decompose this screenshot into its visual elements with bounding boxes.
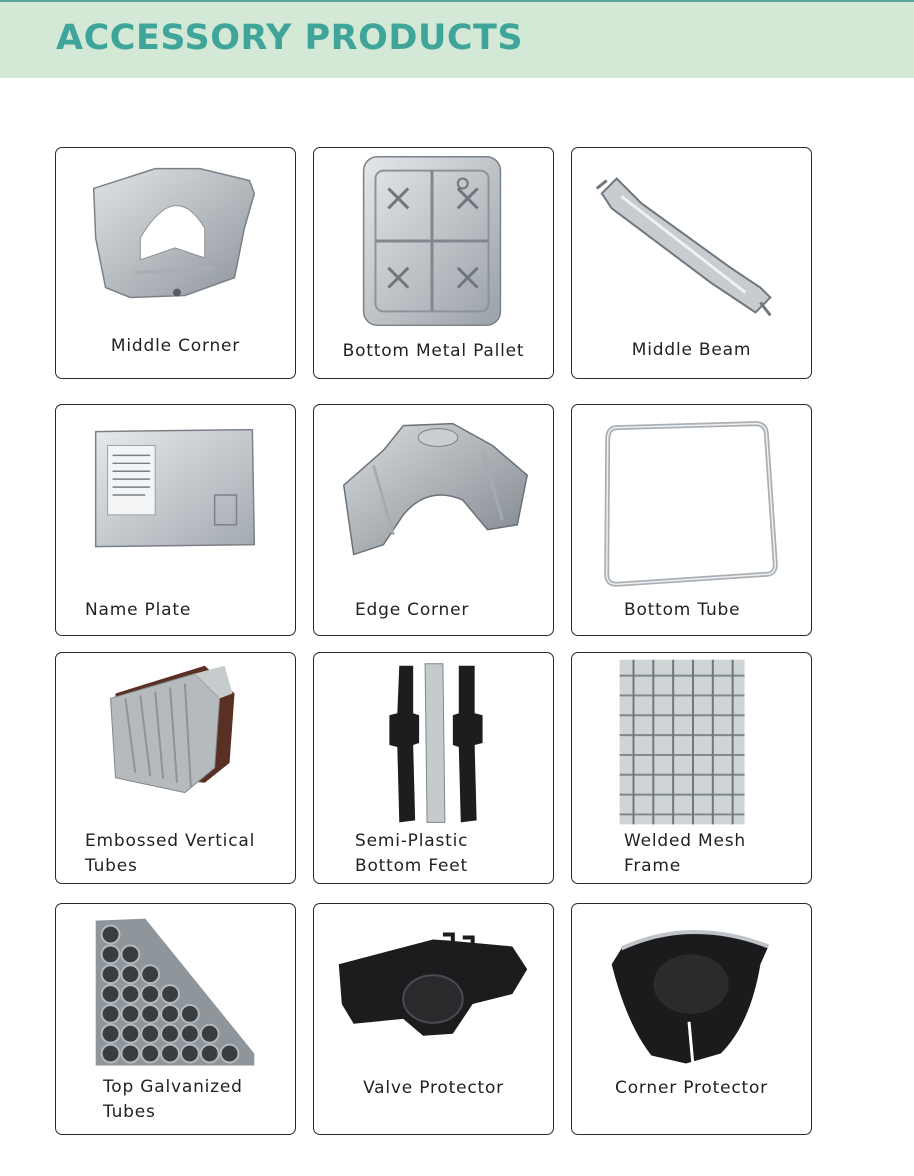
semi-plastic-bottom-feet-image xyxy=(314,653,553,843)
embossed-vertical-tubes-image xyxy=(56,653,295,843)
product-card-middle-corner xyxy=(55,147,296,379)
product-card-valve-protector xyxy=(313,903,554,1135)
product-label: Bottom Tube xyxy=(624,600,741,620)
product-label: Middle Beam xyxy=(631,340,752,360)
name-plate-image xyxy=(56,405,295,595)
edge-corner-image xyxy=(314,405,553,595)
product-card-top-galvanized-tubes xyxy=(55,903,296,1135)
product-label: Corner Protector xyxy=(615,1078,768,1098)
product-label: Semi-Plastic Bottom Feet xyxy=(355,831,469,876)
product-card-corner-protector xyxy=(571,903,812,1135)
product-card-edge-corner xyxy=(313,404,554,636)
product-label: Embossed Vertical Tubes xyxy=(85,831,256,876)
page-header xyxy=(0,0,914,78)
product-label: Edge Corner xyxy=(355,600,470,620)
bottom-metal-pallet-image xyxy=(314,148,553,338)
product-card-bottom-tube xyxy=(571,404,812,636)
product-card-semi-plastic-bottom-feet xyxy=(313,652,554,884)
welded-mesh-frame-image xyxy=(572,653,811,843)
corner-protector-image xyxy=(572,904,811,1094)
product-label: Welded Mesh Frame xyxy=(624,831,746,876)
middle-beam-image xyxy=(572,148,811,338)
page-title: ACCESSORY PRODUCTS xyxy=(56,18,524,58)
product-card-embossed-vertical-tubes xyxy=(55,652,296,884)
bottom-tube-image xyxy=(572,405,811,595)
product-card-name-plate xyxy=(55,404,296,636)
product-card-middle-beam xyxy=(571,147,812,379)
product-label: Bottom Metal Pallet xyxy=(342,341,525,361)
top-galvanized-tubes-image xyxy=(56,904,295,1094)
valve-protector-image xyxy=(314,904,553,1094)
product-card-welded-mesh-frame xyxy=(571,652,812,884)
product-label: Middle Corner xyxy=(110,336,241,356)
product-label: Name Plate xyxy=(85,600,192,620)
product-label: Top Galvanized Tubes xyxy=(103,1077,243,1122)
middle-corner-image xyxy=(56,148,295,338)
product-card-bottom-metal-pallet xyxy=(313,147,554,379)
product-label: Valve Protector xyxy=(363,1078,504,1098)
